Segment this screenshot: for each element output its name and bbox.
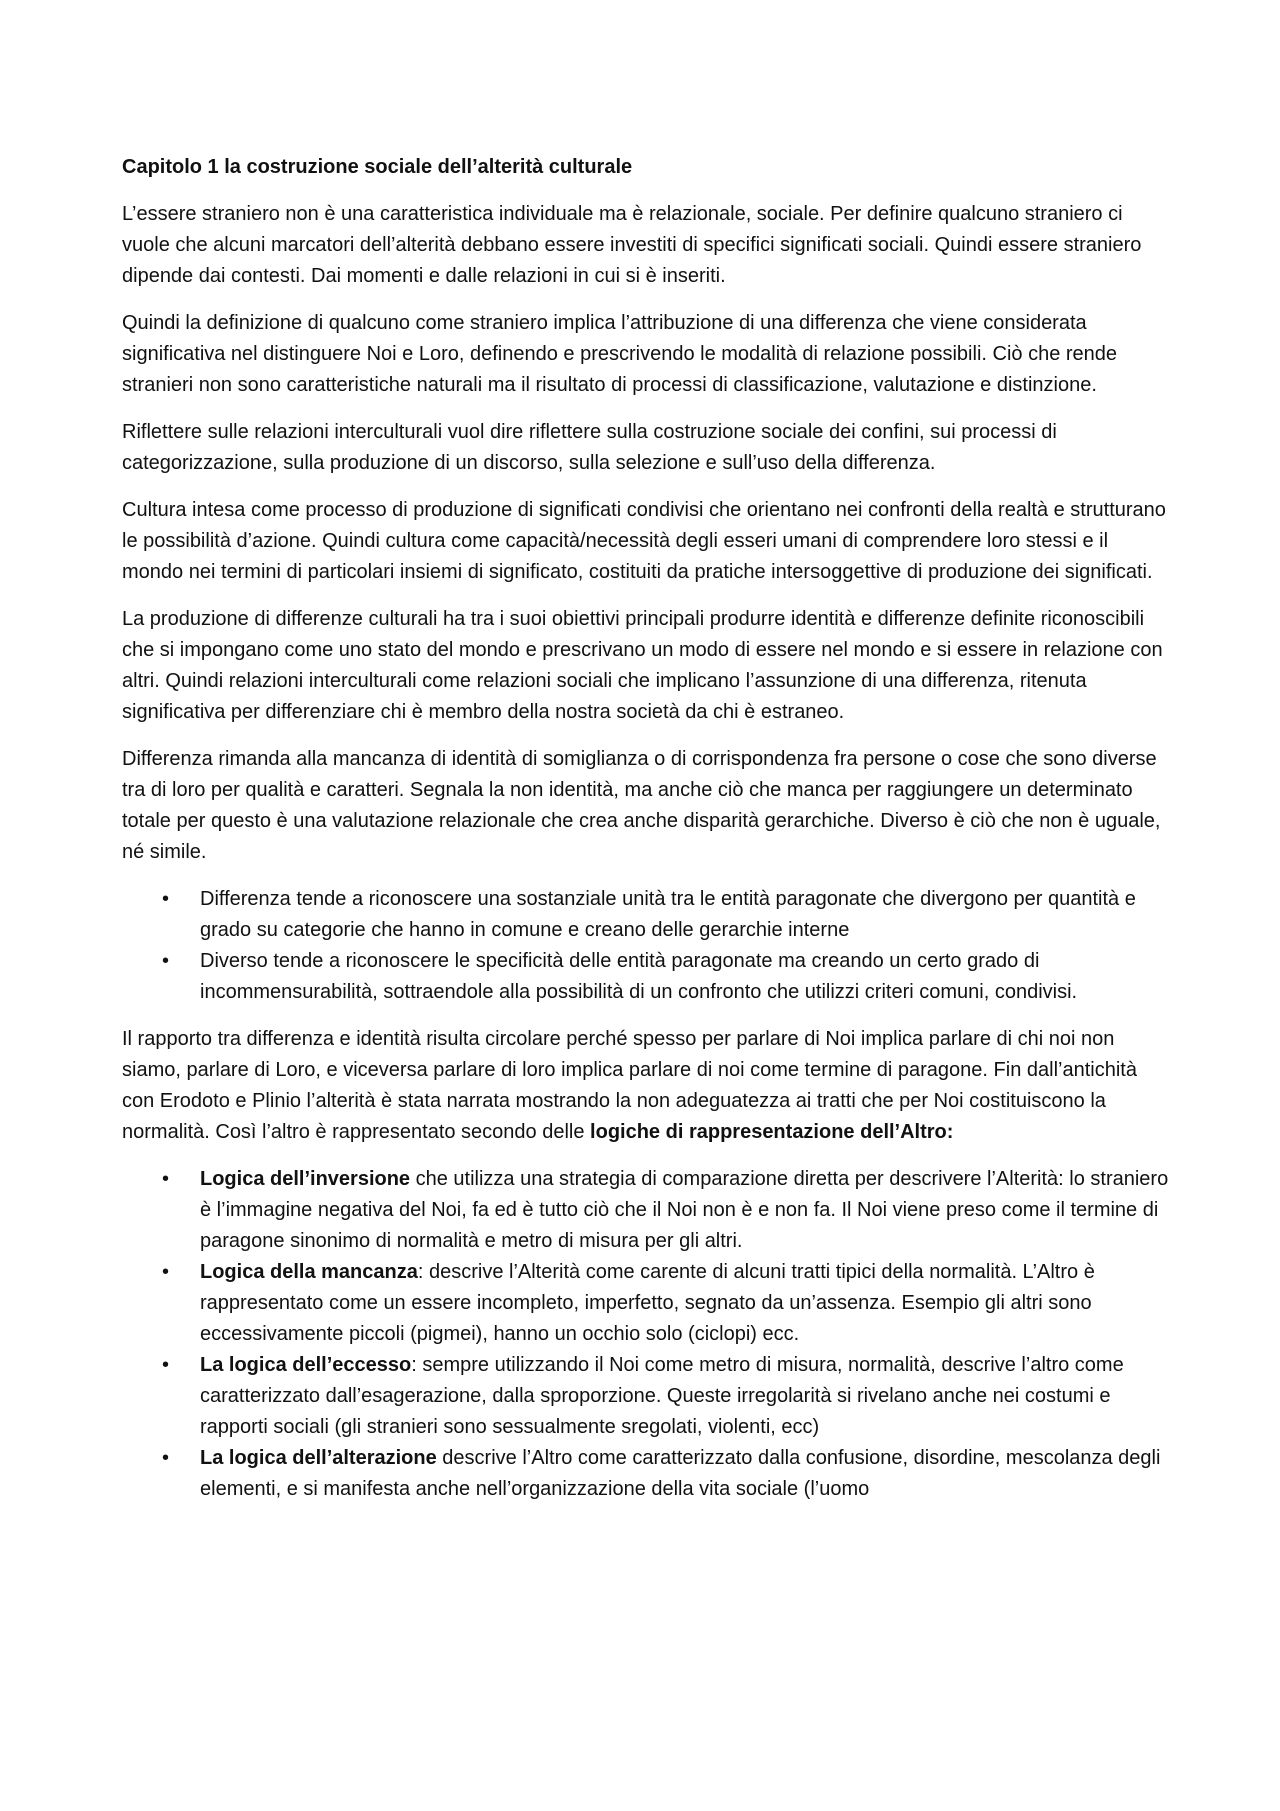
list-item-bold: Logica dell’inversione xyxy=(200,1168,411,1190)
paragraph xyxy=(122,1024,1170,1148)
paragraph-bold-text: logiche di rappresentazione dell’Altro: xyxy=(590,1121,954,1143)
paragraph: Cultura intesa come processo di produzione di significati condivisi che orientano nei confronti della realtà e strutturano le possibilità d’azione. Quindi cultura come capacità/necessità degli esseri umani di comprendere loro stessi e il mondo nei termini di particolari insiemi di significato, costituiti da pratiche intersoggettive di produzione dei significati. xyxy=(122,499,1166,583)
document-page xyxy=(122,152,1170,1521)
list-item-bold: Logica della mancanza xyxy=(200,1261,418,1283)
paragraph: La produzione di differenze culturali ha tra i suoi obiettivi principali produrre identità e differenze definite riconoscibili che si impongano come uno stato del mondo e prescrivano un modo di essere nel mondo e si essere in relazione con altri. Quindi relazioni interculturali come relazioni sociali che implicano l’assunzione di una differenza, ritenuta significativa per differenziare chi è membro della nostra società da chi è estraneo. xyxy=(122,608,1163,723)
list-item-bold: La logica dell’eccesso xyxy=(200,1354,412,1376)
list-item xyxy=(122,1257,1170,1350)
bullet-list-difference xyxy=(122,884,1170,1008)
bullet-icon: • xyxy=(162,1261,170,1283)
list-item xyxy=(122,1350,1170,1443)
list-item xyxy=(122,946,1170,1008)
list-item-text: Differenza tende a riconoscere una sostanziale unità tra le entità paragonate che divergono per quantità e grado su categorie che hanno in comune e creano delle gerarchie interne xyxy=(200,888,1136,941)
paragraph: Quindi la definizione di qualcuno come straniero implica l’attribuzione di una differenza che viene considerata significativa nel distinguere Noi e Loro, definendo e prescrivendo le modalità di relazione possibili. Ciò che rende stranieri non sono caratteristiche naturali ma il risultato di processi di classificazione, valutazione e distinzione. xyxy=(122,312,1118,396)
paragraph: L’essere straniero non è una caratteristica individuale ma è relazionale, sociale. Per definire qualcuno straniero ci vuole che alcuni marcatori dell’alterità debbano essere investiti di specifici significati sociali. Quindi essere straniero dipende dai contesti. Dai momenti e dalle relazioni in cui si è inseriti. xyxy=(122,203,1142,287)
list-item-bold: La logica dell’alterazione xyxy=(200,1447,437,1469)
paragraph-text: Il rapporto tra differenza e identità risulta circolare perché spesso per parlare di Noi implica parlare di chi noi non siamo, parlare di Loro, e viceversa parlare di loro implica parlare di noi come termine di paragone. Fin dall’antichità con Erodoto e Plinio l’alterità è stata narrata mostrando la non adeguatezza ai tratti che per Noi costituiscono la normalità. Così l’altro è rappresentato secondo delle xyxy=(122,1028,1137,1143)
list-item xyxy=(122,1443,1170,1505)
bullet-icon: • xyxy=(162,1354,170,1376)
chapter-title: Capitolo 1 la costruzione sociale dell’alterità culturale xyxy=(122,156,633,178)
list-item xyxy=(122,884,1170,946)
list-item-text: Diverso tende a riconoscere le specificità delle entità paragonate ma creando un certo grado di incommensurabilità, sottraendole alla possibilità di un confronto che utilizzi criteri comuni, condivisi. xyxy=(200,950,1078,1003)
bullet-list-logics xyxy=(122,1164,1170,1505)
bullet-icon: • xyxy=(162,1168,170,1190)
list-item-text: descrive l’Altro come caratterizzato dalla confusione, disordine, mescolanza degli elementi, e si manifesta anche nell’organizzazione della vita sociale (l’uomo xyxy=(200,1447,1161,1500)
list-item xyxy=(122,1164,1170,1257)
list-item-text: : sempre utilizzando il Noi come metro di misura, normalità, descrive l’altro come caratterizzato dall’esagerazione, dalla sproporzione. Queste irregolarità si rivelano anche nei costumi e rapporti sociali (gli stranieri sono sessualmente sregolati, violenti, ecc) xyxy=(200,1354,1124,1438)
list-item-text: : descrive l’Alterità come carente di alcuni tratti tipici della normalità. L’Altro è rappresentato come un essere incompleto, imperfetto, segnato da un’assenza. Esempio gli altri sono eccessivamente piccoli (pigmei), hanno un occhio solo (ciclopi) ecc. xyxy=(200,1261,1095,1345)
paragraph: Riflettere sulle relazioni interculturali vuol dire riflettere sulla costruzione sociale dei confini, sui processi di categorizzazione, sulla produzione di un discorso, sulla selezione e sull’uso della differenza. xyxy=(122,421,1057,474)
bullet-icon: • xyxy=(162,1447,170,1469)
bullet-icon: • xyxy=(162,888,170,910)
list-item-text: che utilizza una strategia di comparazione diretta per descrivere l’Alterità: lo straniero è l’immagine negativa del Noi, fa ed è tutto ciò che il Noi non è e non fa. Il Noi viene preso come il termine di paragone sinonimo di normalità e metro di misura per gli altri. xyxy=(200,1168,1169,1252)
bullet-icon: • xyxy=(162,950,170,972)
paragraph: Differenza rimanda alla mancanza di identità di somiglianza o di corrispondenza fra persone o cose che sono diverse tra di loro per qualità e caratteri. Segnala la non identità, ma anche ciò che manca per raggiungere un determinato totale per questo è una valutazione relazionale che crea anche disparità gerarchiche. Diverso è ciò che non è uguale, né simile. xyxy=(122,748,1161,863)
